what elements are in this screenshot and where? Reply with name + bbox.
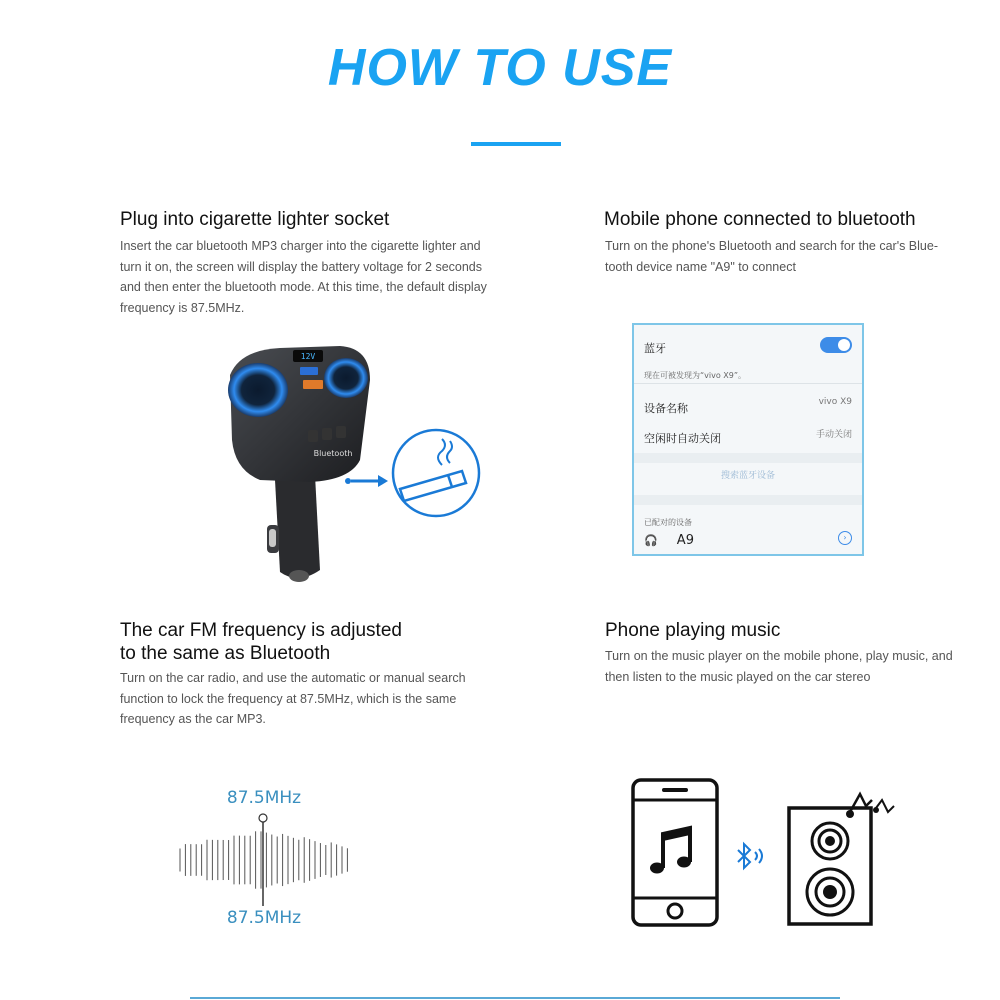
section-plug-heading: Plug into cigarette lighter socket	[120, 209, 390, 230]
speaker-icon	[784, 790, 904, 930]
left-socket	[228, 363, 288, 417]
device-name-row[interactable]	[634, 397, 862, 417]
cigarette-socket-icon	[390, 427, 482, 519]
paired-device-row[interactable]	[634, 529, 862, 549]
discoverable-hint: 现在可被发现为“vivo X9”。	[644, 371, 746, 380]
section-music-body: Turn on the music player on the mobile phone, play music, and then listen to the music played on the car stereo	[605, 649, 953, 684]
section-fm-heading	[120, 619, 540, 665]
title-underline	[471, 142, 561, 146]
phone-music-icon	[630, 778, 720, 928]
auto-off-row[interactable]	[634, 427, 862, 447]
right-socket	[324, 358, 368, 398]
auto-off-value: 手动关闭	[815, 430, 852, 440]
search-devices-button[interactable]: 搜索蓝牙设备	[720, 471, 775, 481]
bluetooth-settings-screen	[632, 323, 864, 556]
bluetooth-label: 蓝牙	[644, 342, 666, 355]
section-plug-body: Insert the car bluetooth MP3 charger into the cigarette lighter and turn it on, the screen will display the battery voltage for 2 seconds and then enter the bluetooth mode. At this time, the default display frequency is 87.5MHz.	[120, 239, 487, 315]
headphones-icon: 🎧	[644, 534, 658, 547]
section-bluetooth-heading: Mobile phone connected to bluetooth	[604, 209, 916, 230]
frequency-top-label: 87.5MHz	[226, 788, 302, 808]
auto-off-label: 空闲时自动关闭	[644, 432, 721, 445]
section-bluetooth-body: Turn on the phone's Bluetooth and search for the car's Blue-tooth device name "A9" to connect	[605, 239, 938, 274]
paired-device-name: A9	[676, 533, 694, 548]
charger-brand-label: Bluetooth	[313, 449, 353, 458]
bluetooth-toggle[interactable]	[820, 337, 852, 353]
section-fm-heading-line1: The car FM frequency is adjusted	[120, 620, 402, 641]
bluetooth-icon	[732, 840, 768, 876]
frequency-tuner-graphic	[170, 810, 360, 910]
tuner-needle-knob	[259, 814, 267, 822]
paired-devices-header: 已配对的设备	[644, 518, 692, 527]
section-music-heading: Phone playing music	[605, 620, 781, 641]
info-chevron-icon[interactable]: ›	[838, 531, 852, 545]
voltage-display: 12V	[300, 352, 316, 361]
page-title: HOW TO USE	[327, 39, 673, 97]
bottom-divider	[190, 997, 840, 999]
section-fm-body: Turn on the car radio, and use the automatic or manual search function to lock the frequency at 87.5MHz, which is the same frequency as the car MP3.	[120, 671, 466, 726]
device-name-value: vivo X9	[818, 397, 852, 407]
frequency-bottom-label: 87.5MHz	[226, 908, 302, 928]
device-name-label: 设备名称	[644, 402, 688, 415]
section-fm-heading-line2: to the same as Bluetooth	[120, 643, 331, 664]
